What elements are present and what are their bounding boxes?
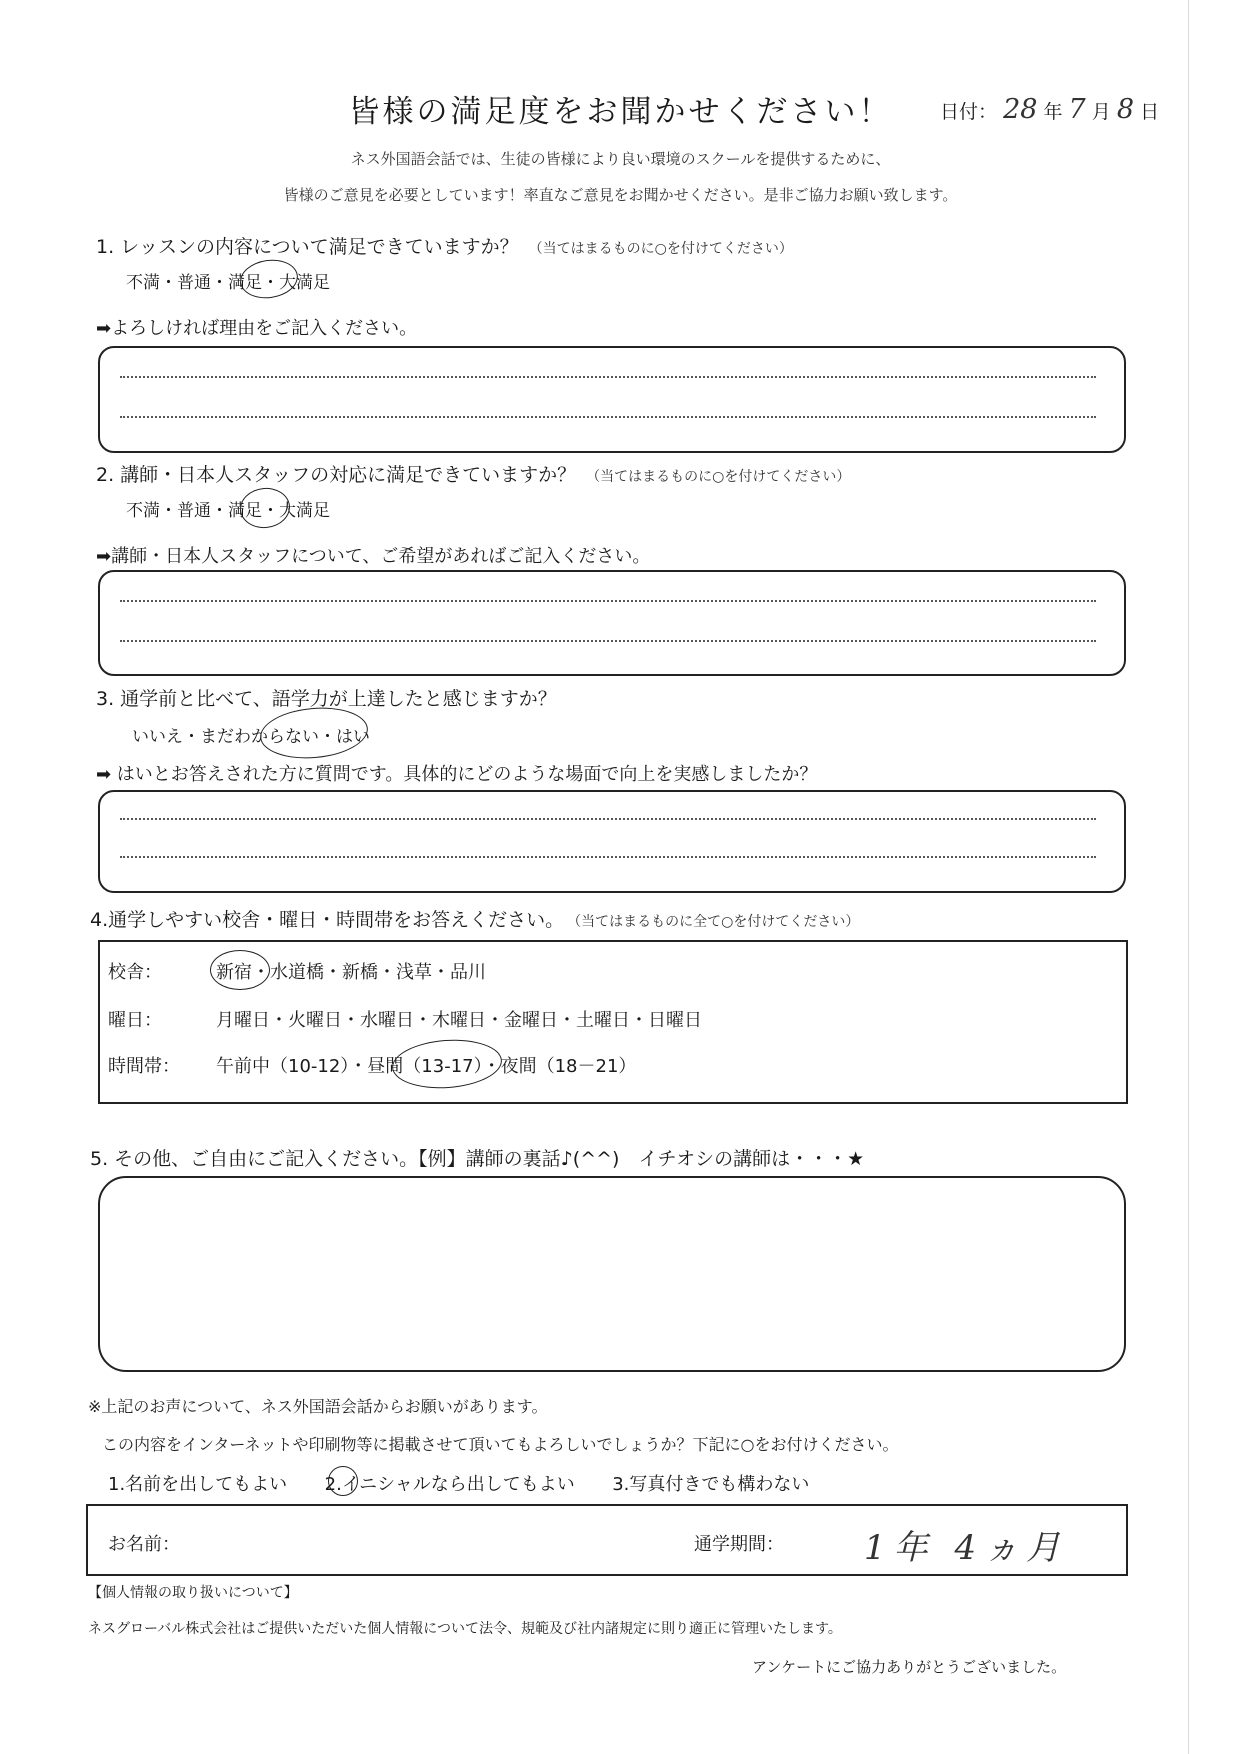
q1-note: （当てはまるものに○を付けてください）	[528, 241, 793, 257]
q2-question	[96, 460, 850, 487]
date-year: 28	[1003, 94, 1038, 125]
q2-selection-circle	[238, 485, 292, 530]
q1-question-text: 1. レッスンの内容について満足できていますか？	[96, 236, 519, 258]
q4-note: （当てはまるものに全て○を付けてください）	[574, 914, 860, 930]
date-label: 日付：	[940, 101, 998, 123]
q5-answer-box[interactable]	[98, 1176, 1126, 1372]
q5-question: 5. その他、ご自由にご記入ください。【例】講師の裏話♪(^^) イチオシの講師は・・・★	[90, 1148, 865, 1170]
q2-options[interactable]: 不満・普通・満足・大満足	[126, 501, 330, 521]
date-month-unit: 月	[1091, 101, 1111, 123]
date-year-unit: 年	[1043, 101, 1063, 123]
publish-question: この内容をインターネットや印刷物等に掲載させて頂いてもよろしいでしょうか？下記に○をお付けください。	[102, 1435, 899, 1454]
period-label: 通学期間：	[694, 1534, 784, 1555]
q2-follow-prompt: ➡講師・日本人スタッフについて、ご希望があればご記入ください。	[96, 546, 651, 567]
q1-follow-prompt: ➡よろしければ理由をご記入ください。	[96, 318, 418, 339]
thanks-message: アンケートにご協力ありがとうございました。	[752, 1658, 1067, 1676]
campus-label: 校舎：	[108, 962, 162, 983]
publish-option-3[interactable]: 3.写真付きでも構わない	[612, 1474, 810, 1495]
writing-line	[120, 600, 1096, 602]
q3-question: 3. 通学前と比べて、語学力が上達したと感じますか？	[96, 688, 557, 710]
day-row[interactable]	[108, 1006, 702, 1032]
signature-box	[86, 1504, 1128, 1576]
writing-line	[120, 376, 1096, 378]
q1-question	[96, 232, 793, 259]
q2-question-text: 2. 講師・日本人スタッフの対応に満足できていますか？	[96, 464, 577, 486]
q3-answer-box[interactable]	[98, 790, 1126, 893]
writing-line	[120, 856, 1096, 858]
campus-options[interactable]: 新宿・水道橋・新橋・浅草・品川	[216, 962, 486, 983]
campus-selection-circle	[210, 950, 270, 990]
q1-answer-box[interactable]	[98, 346, 1126, 453]
q4-question	[90, 905, 859, 932]
intro-line-1: ネス外国語会話では、生徒の皆様により良い環境のスクールを提供するために、	[350, 150, 891, 168]
time-selection-circle	[390, 1036, 503, 1092]
intro-line-2: 皆様のご意見を必要としています！率直なご意見をお聞かせください。是非ご協力お願い致します。	[283, 186, 958, 204]
period-value: 1年 4ヵ月	[864, 1528, 1069, 1568]
q4-availability-box	[98, 940, 1128, 1104]
scan-artifact	[1188, 0, 1189, 1754]
publish-option-2[interactable]: 2.イニシャルなら出してもよい	[324, 1474, 575, 1495]
campus-row[interactable]	[108, 958, 486, 984]
writing-line	[120, 416, 1096, 418]
q3-selection-circle	[258, 703, 370, 762]
name-field[interactable]	[258, 1548, 628, 1572]
time-row[interactable]	[108, 1052, 636, 1078]
q4-question-text: 4.通学しやすい校舎・曜日・時間帯をお答えください。	[90, 909, 565, 931]
date-day: 8	[1116, 94, 1135, 125]
q2-answer-box[interactable]	[98, 570, 1126, 676]
writing-line	[120, 818, 1096, 820]
date-month: 7	[1068, 94, 1086, 125]
page-title: 皆様の満足度をお聞かせください！	[348, 94, 893, 130]
day-label: 曜日：	[108, 1010, 162, 1031]
name-label: お名前：	[108, 1534, 180, 1555]
q1-selection-circle	[238, 256, 301, 302]
privacy-text: ネスグローバル株式会社はご提供いただいた個人情報について法令、規範及び社内諸規定に則り適正に管理いたします。	[88, 1621, 842, 1637]
q1-options[interactable]: 不満・普通・満足・大満足	[126, 273, 330, 293]
q2-note: （当てはまるものに○を付けてください）	[586, 469, 851, 485]
time-options[interactable]: 午前中（10-12）・昼間（13-17）・夜間（18－21）	[216, 1056, 637, 1077]
date-field	[940, 94, 1159, 125]
publish-request: ※上記のお声について、ネス外国語会話からお願いがあります。	[88, 1397, 548, 1416]
publish-options[interactable]	[108, 1470, 809, 1496]
writing-line	[120, 640, 1096, 642]
time-label: 時間帯：	[108, 1056, 180, 1077]
q3-follow-prompt: ➡ はいとお答えされた方に質問です。具体的にどのような場面で向上を実感しましたか？	[96, 764, 818, 785]
day-options[interactable]: 月曜日・火曜日・水曜日・木曜日・金曜日・土曜日・日曜日	[216, 1010, 702, 1031]
publish-selection-circle	[328, 1466, 358, 1496]
q3-options[interactable]: いいえ・まだわからない・はい	[132, 727, 370, 747]
date-day-unit: 日	[1140, 101, 1160, 123]
privacy-heading: 【個人情報の取り扱いについて】	[88, 1585, 298, 1601]
publish-option-1[interactable]: 1.名前を出してもよい	[108, 1474, 288, 1495]
